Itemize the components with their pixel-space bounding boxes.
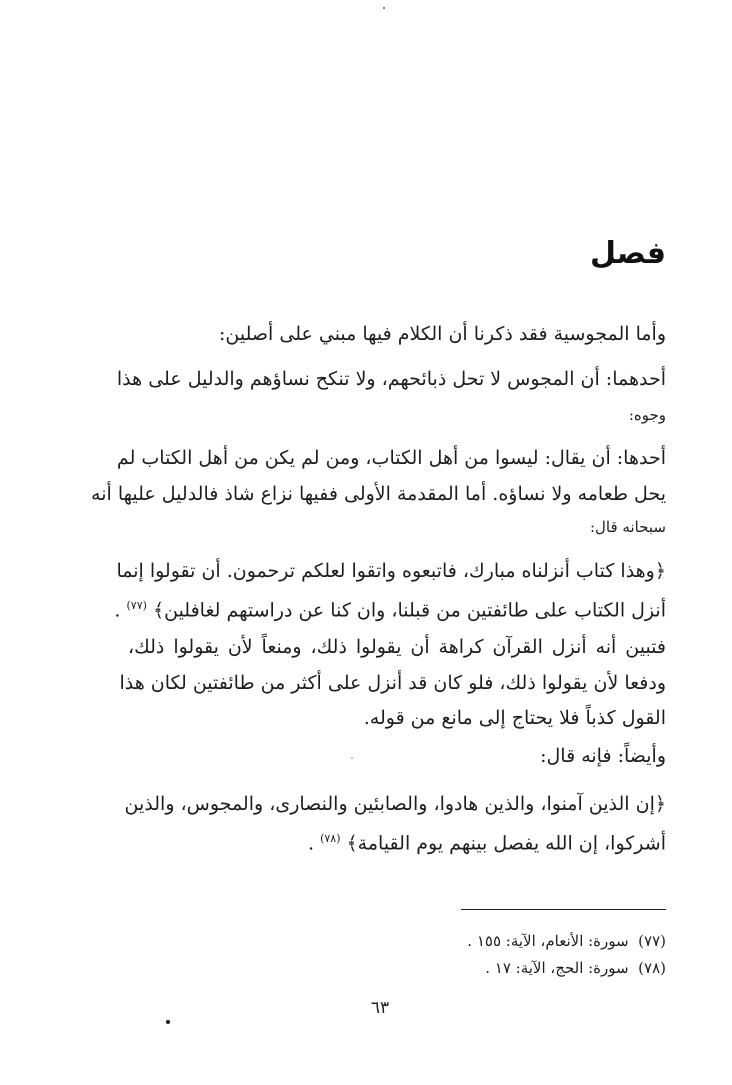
quran-verse-line: ﴿وهذا كتاب أنزلناه مبارك، فاتبعوه واتقوا لعلكم ترحمون. أن تقولوا إنما: [116, 560, 666, 582]
speck: [166, 1020, 170, 1024]
footnote: [467, 930, 666, 952]
footnote-text: سورة: الحج، الآية: ١٧ .: [485, 959, 629, 977]
paragraph-line: فتبين أنه أنزل القرآن كراهة أن يقولوا ذلك، ومنعاً لأن يقولوا ذلك،: [128, 636, 666, 658]
speck: [351, 757, 353, 759]
period: .: [114, 599, 121, 622]
footnote-divider: [461, 909, 666, 910]
verse-text: أشركوا، إن الله يفصل بينهم يوم القيامة﴾: [346, 832, 666, 855]
verse-text: أنزل الكتاب على طائفتين من قبلنا، وان كنا عن دراستهم لغافلين﴾: [152, 599, 666, 622]
paragraph-line: وجوه:: [628, 406, 666, 424]
quran-verse-line: [308, 824, 666, 858]
paragraph-line: وأما المجوسية فقد ذكرنا أن الكلام فيها مبني على أصلين:: [219, 323, 666, 345]
paragraph-line: يحل طعامه ولا نساؤه. أما المقدمة الأولى ففيها نزاع شاذ فالدليل عليها أنه: [91, 483, 666, 505]
footnote-number: (٧٨): [638, 959, 666, 977]
footnote-ref: (٧٧): [126, 599, 147, 612]
paragraph-line: أحدهما: أن المجوس لا تحل ذبائحهم، ولا تنكح نساؤهم والدليل على هذا: [116, 368, 666, 390]
paragraph-line: سبحانه قال:: [589, 518, 666, 536]
quran-verse-line: ﴿إن الذين آمنوا، والذين هادوا، والصابئين والنصارى، والمجوس، والذين: [124, 793, 666, 815]
footnote-text: سورة: الأنعام، الآية: ١٥٥ .: [467, 932, 629, 950]
footnote: [485, 957, 666, 979]
paragraph-line: ودفعا لأن يقولوا ذلك، فلو كان قد أنزل على أكثر من طائفتين لكان هذا: [119, 672, 666, 694]
page-number: ٦٣: [370, 998, 390, 1018]
footnote-number: (٧٧): [638, 932, 666, 950]
paragraph-line: القول كذباً فلا يحتاج إلى مانع من قوله.: [363, 707, 666, 729]
paragraph-line: أحدها: أن يقال: ليسوا من أهل الكتاب، ومن لم يكن من أهل الكتاب لم: [116, 447, 666, 469]
period: .: [307, 832, 315, 855]
speck: [383, 7, 385, 9]
section-heading: فصل: [590, 236, 666, 271]
quran-verse-line: [114, 591, 666, 625]
footnote-ref: (٧٨): [320, 832, 341, 845]
paragraph-line: وأيضاً: فإنه قال:: [540, 745, 666, 767]
